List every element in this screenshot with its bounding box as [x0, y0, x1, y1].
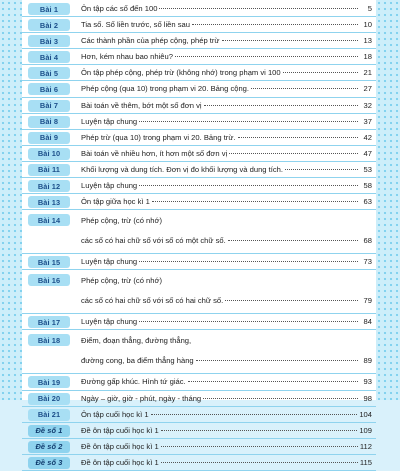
page-number: 13	[363, 36, 372, 46]
toc-title-line	[81, 456, 372, 470]
dot-leader	[196, 360, 358, 361]
lesson-title: Phép cộng, trừ (có nhớ)	[81, 276, 162, 286]
lesson-number-badge: Bài 1	[28, 3, 70, 15]
lesson-title: Phép trừ (qua 10) trong phạm vi 20. Bảng trừ.	[81, 132, 236, 142]
toc-title-line	[81, 274, 372, 288]
toc-row[interactable]	[22, 162, 376, 178]
toc-title-line	[81, 255, 372, 269]
page-number: 18	[363, 52, 372, 62]
toc-row[interactable]	[22, 391, 376, 407]
dot-leader	[229, 153, 358, 154]
page-number: 10	[363, 20, 372, 30]
toc-entry	[81, 98, 376, 113]
lesson-title: Ôn tập phép cộng, phép trừ (không nhớ) trong phạm vi 100	[81, 68, 281, 78]
toc-entry	[81, 33, 376, 48]
toc-entry	[81, 130, 376, 145]
lesson-number-badge: Bài 8	[28, 116, 70, 128]
toc-row[interactable]	[22, 374, 376, 390]
toc-row[interactable]	[22, 114, 376, 130]
lesson-title: Bài toán về thêm, bớt một số đơn vị	[81, 100, 202, 110]
lesson-number-badge: Bài 18	[28, 334, 70, 346]
dot-leader	[228, 240, 358, 241]
toc-row[interactable]	[22, 17, 376, 33]
page-number: 21	[363, 68, 372, 78]
toc-title-line	[81, 234, 372, 248]
lesson-number-badge: Bài 10	[28, 148, 70, 160]
toc-row[interactable]	[22, 439, 376, 455]
lesson-title: Ôn tập các số đến 100	[81, 4, 158, 13]
toc-title-line	[81, 315, 372, 329]
toc-entry	[81, 146, 376, 161]
dot-leader	[188, 381, 358, 382]
page-number: 58	[363, 181, 372, 191]
lesson-title: các số có hai chữ số với số có một chữ số.	[81, 236, 226, 246]
page-number: 73	[363, 257, 372, 267]
dot-leader	[203, 398, 358, 399]
dot-leader	[285, 169, 358, 170]
lesson-title: Luyện tập chung	[81, 257, 138, 267]
lesson-title: Hơn, kém nhau bao nhiêu?	[81, 52, 173, 62]
toc-title-line	[81, 354, 372, 368]
page-number: 115	[359, 457, 372, 467]
toc-title-line	[81, 2, 372, 16]
toc-page	[22, 0, 376, 468]
dot-leader	[152, 201, 358, 202]
toc-row[interactable]	[22, 65, 376, 81]
lesson-title: Khối lượng và dung tích. Đơn vị đo khối lượng và dung tích.	[81, 164, 283, 174]
lesson-number-badge: Bài 13	[28, 196, 70, 208]
toc-entry	[81, 162, 376, 177]
lesson-number-badge: Bài 3	[28, 35, 70, 47]
page-number: 89	[363, 356, 372, 366]
toc-title-line	[81, 294, 372, 308]
dot-leader	[192, 24, 358, 25]
toc-entry	[81, 254, 376, 269]
lesson-title: Ôn tập cuối học kì 1	[81, 409, 149, 419]
toc-entry	[81, 81, 376, 96]
toc-entry	[81, 423, 376, 438]
lesson-number-badge: Bài 4	[28, 51, 70, 63]
lesson-title: Luyện tập chung	[81, 116, 138, 126]
dot-leader	[225, 300, 358, 301]
lesson-number-badge: Bài 21	[28, 409, 70, 421]
lesson-number-badge: Bài 12	[28, 180, 70, 192]
lesson-number-badge: Bài 7	[28, 100, 70, 112]
toc-entry	[81, 1, 376, 16]
lesson-number-badge: Bài 19	[28, 376, 70, 388]
toc-row[interactable]	[22, 314, 376, 330]
lesson-title: đường cong, ba điểm thẳng hàng	[81, 356, 194, 366]
lesson-title: Luyện tập chung	[81, 317, 138, 327]
toc-title-line	[81, 375, 372, 389]
page-number: 84	[363, 317, 372, 327]
page-background-right	[376, 0, 400, 400]
lesson-title: Luyện tập chung	[81, 181, 138, 191]
lesson-number-badge: Bài 14	[28, 214, 70, 226]
dot-leader	[222, 40, 359, 41]
page-number: 5	[367, 4, 372, 13]
toc-entry	[81, 17, 376, 32]
lesson-title: Phép cộng (qua 10) trong phạm vi 20. Bảng cộng.	[81, 84, 250, 94]
table-of-contents	[22, 1, 376, 471]
lesson-number-badge: Đề số 3	[28, 457, 70, 469]
toc-entry	[81, 314, 376, 329]
toc-title-line	[81, 147, 372, 161]
page-number: 42	[363, 132, 372, 142]
dot-leader	[238, 137, 358, 138]
toc-title-line	[81, 163, 372, 177]
toc-title-line	[81, 99, 372, 113]
toc-row[interactable]	[22, 455, 376, 471]
toc-entry	[81, 114, 376, 129]
toc-row[interactable]	[22, 81, 376, 97]
page-background-left	[0, 0, 22, 400]
dot-leader	[151, 414, 358, 415]
toc-entry	[81, 439, 376, 454]
toc-row[interactable]	[22, 49, 376, 65]
page-number: 37	[363, 116, 372, 126]
page-number: 68	[363, 236, 372, 246]
lesson-number-badge: Đề số 2	[28, 441, 70, 453]
page-number: 32	[363, 100, 372, 110]
dot-leader	[159, 8, 358, 9]
dot-leader	[139, 261, 358, 262]
toc-row[interactable]	[22, 33, 376, 49]
toc-title-line	[81, 82, 372, 96]
page-number: 63	[363, 197, 372, 207]
lesson-title: Đề ôn tập cuối học kì 1	[81, 457, 159, 467]
toc-title-line	[81, 131, 372, 145]
lesson-title: Đường gấp khúc. Hình tứ giác.	[81, 377, 186, 387]
lesson-title: Điểm, đoạn thẳng, đường thẳng,	[81, 336, 192, 346]
toc-row[interactable]	[22, 146, 376, 162]
toc-row[interactable]	[22, 1, 376, 17]
page-number: 47	[363, 148, 372, 158]
dot-leader	[251, 88, 358, 89]
toc-row[interactable]	[22, 423, 376, 439]
dot-leader	[139, 321, 358, 322]
lesson-title: Ôn tập giữa học kì 1	[81, 197, 150, 207]
lesson-title: Phép cộng, trừ (có nhớ)	[81, 216, 162, 226]
toc-entry	[81, 455, 376, 470]
lesson-number-badge: Bài 11	[28, 164, 70, 176]
lesson-title: Đề ôn tập cuối học kì 1	[81, 441, 159, 451]
toc-entry	[81, 374, 376, 389]
toc-title-line	[81, 424, 372, 438]
toc-row[interactable]	[22, 254, 376, 270]
lesson-number-badge: Bài 6	[28, 83, 70, 95]
toc-row[interactable]	[22, 270, 376, 314]
toc-title-line	[81, 195, 372, 209]
toc-entry	[81, 210, 376, 253]
toc-entry	[81, 391, 376, 406]
lesson-number-badge: Bài 17	[28, 316, 70, 328]
toc-title-line	[81, 440, 372, 454]
lesson-title: Đề ôn tập cuối học kì 1	[81, 425, 159, 435]
lesson-number-badge: Đề số 1	[28, 425, 70, 437]
lesson-title: các số có hai chữ số với số có hai chữ số.	[81, 296, 224, 306]
dot-leader	[175, 56, 358, 57]
lesson-number-badge: Bài 16	[28, 274, 70, 286]
lesson-number-badge: Bài 20	[28, 393, 70, 405]
dot-leader	[204, 105, 358, 106]
toc-row[interactable]	[22, 210, 376, 254]
toc-entry	[81, 194, 376, 209]
toc-title-line	[81, 18, 372, 32]
lesson-title: Ngày – giờ, giờ - phút, ngày - tháng	[81, 393, 202, 403]
dot-leader	[161, 462, 358, 463]
toc-title-line	[81, 214, 372, 228]
toc-row[interactable]	[22, 178, 376, 194]
dot-leader	[139, 185, 358, 186]
page-number: 93	[363, 377, 372, 387]
toc-title-line	[81, 50, 372, 64]
page-number: 112	[359, 441, 372, 451]
page-number: 104	[359, 409, 372, 419]
toc-row[interactable]	[22, 98, 376, 114]
toc-row[interactable]	[22, 194, 376, 210]
page-number: 109	[359, 425, 372, 435]
toc-row[interactable]	[22, 130, 376, 146]
dot-leader	[283, 72, 358, 73]
toc-entry	[81, 65, 376, 80]
lesson-number-badge: Bài 2	[28, 19, 70, 31]
lesson-number-badge: Bài 5	[28, 67, 70, 79]
toc-title-line	[81, 392, 372, 406]
toc-title-line	[81, 408, 372, 422]
lesson-title: Tia số. Số liền trước, số liền sau	[81, 20, 190, 30]
lesson-number-badge: Bài 9	[28, 132, 70, 144]
toc-title-line	[81, 115, 372, 129]
toc-entry	[81, 330, 376, 373]
toc-entry	[81, 407, 376, 422]
toc-title-line	[81, 179, 372, 193]
toc-row[interactable]	[22, 330, 376, 374]
toc-title-line	[81, 66, 372, 80]
toc-entry	[81, 178, 376, 193]
toc-row[interactable]	[22, 407, 376, 423]
page-number: 53	[363, 164, 372, 174]
lesson-number-badge: Bài 15	[28, 256, 70, 268]
dot-leader	[161, 446, 358, 447]
toc-title-line	[81, 34, 372, 48]
page-number: 79	[363, 296, 372, 306]
dot-leader	[139, 121, 358, 122]
toc-entry	[81, 49, 376, 64]
toc-title-line	[81, 334, 372, 348]
dot-leader	[161, 430, 358, 431]
lesson-title: Bài toán về nhiều hơn, ít hơn một số đơn vị	[81, 148, 228, 158]
toc-entry	[81, 270, 376, 313]
page-number: 98	[363, 393, 372, 403]
lesson-title: Các thành phần của phép cộng, phép trừ	[81, 36, 220, 46]
page-number: 27	[363, 84, 372, 94]
